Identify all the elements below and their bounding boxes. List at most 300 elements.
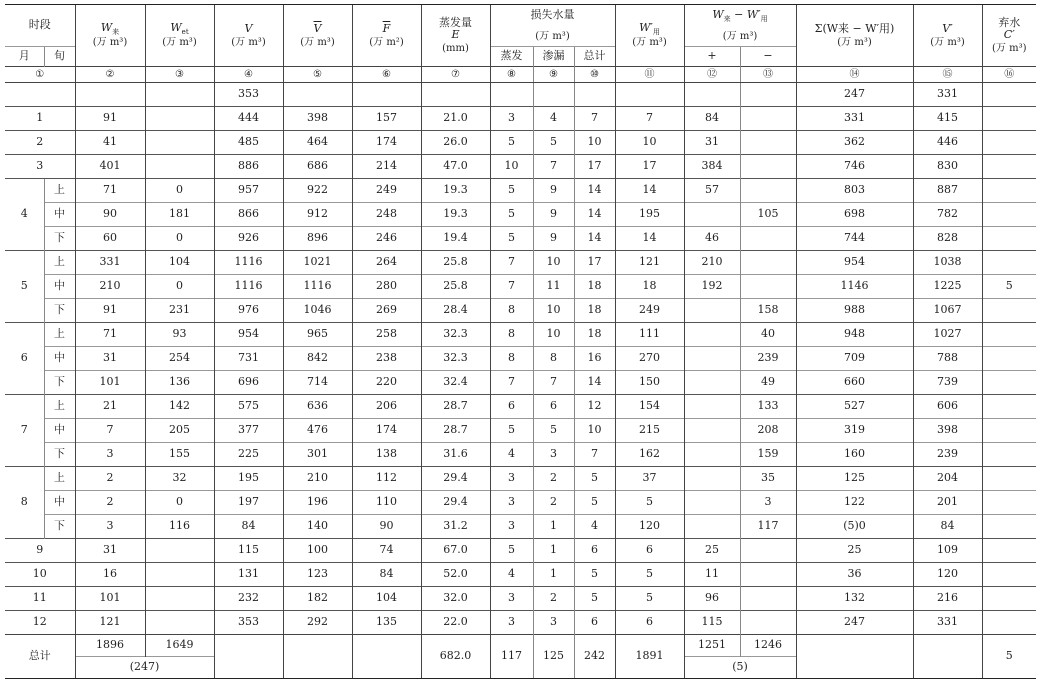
table-cell-col-6: 135 — [352, 611, 421, 635]
table-cell-col-7: 19.3 — [421, 179, 490, 203]
table-cell-col-12 — [684, 83, 740, 107]
table-cell-col-2: 401 — [75, 155, 145, 179]
total-minus: 1246 — [740, 635, 796, 657]
header-diff-unit: (万 m³) — [684, 27, 796, 47]
table-cell-col-10: 14 — [574, 179, 615, 203]
table-row — [5, 131, 1036, 155]
table-cell-col-16 — [982, 371, 1036, 395]
table-cell-col-14: 247 — [796, 83, 913, 107]
table-cell-col-8: 3 — [490, 467, 533, 491]
table-cell-col-12: 210 — [684, 251, 740, 275]
table-cell-col-11: 14 — [615, 227, 684, 251]
table-cell-col-2: 2 — [75, 467, 145, 491]
table-cell-col-16 — [982, 251, 1036, 275]
table-cell-col-3: 142 — [145, 395, 214, 419]
dekad-cell: 下 — [44, 515, 75, 539]
table-row — [5, 155, 1036, 179]
table-cell-col-11: 111 — [615, 323, 684, 347]
table-cell-col-12: 31 — [684, 131, 740, 155]
table-cell-col-12 — [684, 515, 740, 539]
table-cell-col-15: 109 — [913, 539, 982, 563]
table-cell-col-14: 660 — [796, 371, 913, 395]
table-cell-col-8: 3 — [490, 611, 533, 635]
table-cell-col-12 — [684, 419, 740, 443]
table-cell-col-9: 9 — [533, 203, 574, 227]
header-diff-plus: + — [684, 47, 740, 67]
dekad-cell: 下 — [44, 443, 75, 467]
table-cell-col-13 — [740, 227, 796, 251]
table-cell-col-15: 415 — [913, 107, 982, 131]
table-cell-col-15: 204 — [913, 467, 982, 491]
table-row — [5, 251, 1036, 275]
table-cell-col-14: 803 — [796, 179, 913, 203]
header-v: V (万 m³) — [214, 5, 283, 67]
header-v-prime: V′ (万 m³) — [913, 5, 982, 67]
table-cell-col-3: 116 — [145, 515, 214, 539]
table-cell-col-15: 84 — [913, 515, 982, 539]
table-cell-col-10: 18 — [574, 323, 615, 347]
table-cell-col-7: 29.4 — [421, 491, 490, 515]
table-cell-col-2: 7 — [75, 419, 145, 443]
table-cell-col-9: 3 — [533, 443, 574, 467]
reservoir-regulation-table — [5, 4, 1036, 679]
table-cell-col-4: 115 — [214, 539, 283, 563]
table-cell-col-15: 446 — [913, 131, 982, 155]
table-cell-col-15: 830 — [913, 155, 982, 179]
table-cell-col-8: 4 — [490, 443, 533, 467]
dekad-cell: 中 — [44, 203, 75, 227]
table-cell-col-9: 1 — [533, 563, 574, 587]
table-cell-col-11: 5 — [615, 491, 684, 515]
table-cell-col-15: 887 — [913, 179, 982, 203]
table-cell-col-8: 5 — [490, 419, 533, 443]
table-cell-col-4: 444 — [214, 107, 283, 131]
table-cell-col-11: 7 — [615, 107, 684, 131]
table-cell-col-5: 210 — [283, 467, 352, 491]
table-cell-col-9: 1 — [533, 515, 574, 539]
table-cell-col-16 — [982, 467, 1036, 491]
table-cell-col-7: 28.7 — [421, 395, 490, 419]
header-loss-unit: (万 m³) — [490, 27, 615, 47]
header-loss-title: 损失水量 — [490, 5, 615, 27]
table-cell-col-16 — [982, 587, 1036, 611]
table-cell-col-2: 21 — [75, 395, 145, 419]
table-cell-col-8: 4 — [490, 563, 533, 587]
header-cumulative: Σ(W来 − W′用) (万 m³) — [796, 5, 913, 67]
table-cell-col-16 — [982, 491, 1036, 515]
table-cell-col-11: 5 — [615, 587, 684, 611]
column-number-6: ⑥ — [352, 67, 421, 83]
table-cell-col-10: 4 — [574, 515, 615, 539]
table-cell-col-11: 37 — [615, 467, 684, 491]
table-cell-col-14: 362 — [796, 131, 913, 155]
table-cell-col-7: 25.8 — [421, 275, 490, 299]
dekad-cell: 中 — [44, 491, 75, 515]
table-cell-col-16 — [982, 347, 1036, 371]
table-cell-col-13: 159 — [740, 443, 796, 467]
column-number-7: ⑦ — [421, 67, 490, 83]
table-cell-col-9: 7 — [533, 371, 574, 395]
table-cell-col-6: 246 — [352, 227, 421, 251]
header-evaporation: 蒸发量 E (mm) — [421, 5, 490, 67]
table-cell-col-6: 138 — [352, 443, 421, 467]
table-cell-col-9: 5 — [533, 419, 574, 443]
table-cell-col-16 — [982, 203, 1036, 227]
table-cell-col-13 — [740, 107, 796, 131]
table-cell-col-6: 264 — [352, 251, 421, 275]
table-cell-col-5: 398 — [283, 107, 352, 131]
table-cell-col-6: 280 — [352, 275, 421, 299]
table-cell-col-4: 353 — [214, 611, 283, 635]
table-cell-col-3: 155 — [145, 443, 214, 467]
table-cell-col-13 — [740, 563, 796, 587]
header-month: 月 — [5, 47, 44, 67]
table-cell-col-15: 331 — [913, 83, 982, 107]
table-cell-col-3: 0 — [145, 275, 214, 299]
table-cell-col-5: 182 — [283, 587, 352, 611]
table-cell-col-7: 25.8 — [421, 251, 490, 275]
table-cell-col-11: 215 — [615, 419, 684, 443]
table-cell-col-12 — [684, 491, 740, 515]
table-cell-col-5: 842 — [283, 347, 352, 371]
table-cell-col-2: 31 — [75, 347, 145, 371]
total-cumulative — [796, 635, 913, 679]
table-cell-col-5: 140 — [283, 515, 352, 539]
month-cell: 12 — [5, 611, 75, 635]
table-cell-col-9: 2 — [533, 491, 574, 515]
table-cell-col-8 — [490, 83, 533, 107]
table-cell-col-14: 25 — [796, 539, 913, 563]
dekad-cell: 下 — [44, 371, 75, 395]
table-cell-col-3 — [145, 83, 214, 107]
table-cell-col-2: 71 — [75, 179, 145, 203]
table-cell-col-14: 698 — [796, 203, 913, 227]
table-cell-col-13 — [740, 275, 796, 299]
table-row — [5, 515, 1036, 539]
table-row — [5, 563, 1036, 587]
table-cell-col-6: 174 — [352, 419, 421, 443]
table-cell-col-12: 84 — [684, 107, 740, 131]
table-cell-col-16 — [982, 563, 1036, 587]
table-cell-col-8: 8 — [490, 347, 533, 371]
table-cell-col-14: 319 — [796, 419, 913, 443]
total-w-inflow: 1896 — [75, 635, 145, 657]
total-spill: 5 — [982, 635, 1036, 679]
table-cell-col-16 — [982, 611, 1036, 635]
table-cell-col-13 — [740, 611, 796, 635]
table-cell-col-3: 104 — [145, 251, 214, 275]
table-cell-col-6: 220 — [352, 371, 421, 395]
table-cell-col-2 — [75, 83, 145, 107]
table-cell-col-2: 41 — [75, 131, 145, 155]
table-cell-col-7: 32.0 — [421, 587, 490, 611]
table-cell-col-14: 160 — [796, 443, 913, 467]
table-cell-col-13: 208 — [740, 419, 796, 443]
table-row — [5, 419, 1036, 443]
table-cell-col-9: 10 — [533, 251, 574, 275]
table-cell-col-10: 5 — [574, 563, 615, 587]
table-cell-col-11: 270 — [615, 347, 684, 371]
table-cell-col-5: 100 — [283, 539, 352, 563]
table-cell-col-16 — [982, 83, 1036, 107]
total-label: 总计 — [5, 635, 75, 679]
table-cell-col-12: 115 — [684, 611, 740, 635]
table-cell-col-14: 744 — [796, 227, 913, 251]
table-cell-col-2: 91 — [75, 107, 145, 131]
table-cell-col-5: 1116 — [283, 275, 352, 299]
table-cell-col-11: 249 — [615, 299, 684, 323]
table-cell-col-3: 205 — [145, 419, 214, 443]
table-cell-col-8: 5 — [490, 227, 533, 251]
month-cell: 9 — [5, 539, 75, 563]
table-cell-col-11: 14 — [615, 179, 684, 203]
table-cell-col-10: 18 — [574, 275, 615, 299]
dekad-cell: 中 — [44, 419, 75, 443]
table-cell-col-11 — [615, 83, 684, 107]
total-f-mean — [352, 635, 421, 679]
table-cell-col-6: 249 — [352, 179, 421, 203]
table-row — [5, 299, 1036, 323]
table-cell-col-12: 96 — [684, 587, 740, 611]
month-cell: 1 — [5, 107, 75, 131]
header-period: 时段 — [5, 5, 75, 47]
table-cell-col-4: 575 — [214, 395, 283, 419]
column-number-15: ⑮ — [913, 67, 982, 83]
table-cell-col-12 — [684, 323, 740, 347]
table-cell-col-4: 957 — [214, 179, 283, 203]
table-cell-col-6: 238 — [352, 347, 421, 371]
total-w-sub: (247) — [75, 657, 214, 679]
table-cell-col-15: 1038 — [913, 251, 982, 275]
table-cell-col-2: 31 — [75, 539, 145, 563]
table-cell-col-11: 17 — [615, 155, 684, 179]
table-cell-col-15: 1067 — [913, 299, 982, 323]
table-cell-col-7: 52.0 — [421, 563, 490, 587]
table-cell-col-6: 258 — [352, 323, 421, 347]
table-cell-col-9: 5 — [533, 131, 574, 155]
table-cell-col-9: 4 — [533, 107, 574, 131]
table-cell-col-5: 464 — [283, 131, 352, 155]
table-cell-col-10 — [574, 83, 615, 107]
table-cell-col-11: 195 — [615, 203, 684, 227]
column-number-16: ⑯ — [982, 67, 1036, 83]
table-cell-col-8: 3 — [490, 107, 533, 131]
table-cell-col-13: 40 — [740, 323, 796, 347]
table-cell-col-8: 5 — [490, 203, 533, 227]
table-cell-col-14: 709 — [796, 347, 913, 371]
table-row — [5, 467, 1036, 491]
total-v-prime — [913, 635, 982, 679]
table-cell-col-14: 746 — [796, 155, 913, 179]
table-cell-col-11: 162 — [615, 443, 684, 467]
table-row — [5, 107, 1036, 131]
column-number-12: ⑫ — [684, 67, 740, 83]
table-cell-col-11: 10 — [615, 131, 684, 155]
month-cell: 5 — [5, 251, 44, 323]
table-cell-col-14: 527 — [796, 395, 913, 419]
table-cell-col-10: 5 — [574, 491, 615, 515]
table-cell-col-15: 782 — [913, 203, 982, 227]
dekad-cell: 上 — [44, 251, 75, 275]
table-cell-col-13: 239 — [740, 347, 796, 371]
table-cell-col-9: 6 — [533, 395, 574, 419]
table-cell-col-10: 6 — [574, 539, 615, 563]
table-cell-col-8: 3 — [490, 491, 533, 515]
column-number-14: ⑭ — [796, 67, 913, 83]
table-cell-col-14: 132 — [796, 587, 913, 611]
table-cell-col-14: (5)0 — [796, 515, 913, 539]
table-cell-col-14: 988 — [796, 299, 913, 323]
table-cell-col-4: 866 — [214, 203, 283, 227]
table-cell-col-2: 91 — [75, 299, 145, 323]
table-cell-col-8: 5 — [490, 131, 533, 155]
dekad-cell: 上 — [44, 179, 75, 203]
table-cell-col-14: 247 — [796, 611, 913, 635]
table-cell-col-3: 32 — [145, 467, 214, 491]
table-cell-col-16 — [982, 515, 1036, 539]
table-cell-col-7: 32.3 — [421, 323, 490, 347]
table-cell-col-9: 9 — [533, 227, 574, 251]
table-cell-col-2: 121 — [75, 611, 145, 635]
table-row — [5, 179, 1036, 203]
table-cell-col-2: 90 — [75, 203, 145, 227]
header-loss-total: 总计 — [574, 47, 615, 67]
table-cell-col-12: 11 — [684, 563, 740, 587]
table-cell-col-2: 101 — [75, 371, 145, 395]
table-cell-col-10: 16 — [574, 347, 615, 371]
table-cell-col-8: 8 — [490, 299, 533, 323]
table-cell-col-11: 6 — [615, 539, 684, 563]
table-cell-col-15: 331 — [913, 611, 982, 635]
table-cell-col-13: 3 — [740, 491, 796, 515]
column-number-1: ① — [5, 67, 75, 83]
table-cell-col-3 — [145, 539, 214, 563]
table-cell-col-11: 120 — [615, 515, 684, 539]
column-number-11: ⑪ — [615, 67, 684, 83]
table-row — [5, 371, 1036, 395]
table-cell-col-7: 26.0 — [421, 131, 490, 155]
table-cell-col-3 — [145, 155, 214, 179]
dekad-cell: 中 — [44, 347, 75, 371]
table-cell-col-13: 117 — [740, 515, 796, 539]
table-cell-col-8: 7 — [490, 275, 533, 299]
table-cell-col-16 — [982, 299, 1036, 323]
header-loss-evap: 蒸发 — [490, 47, 533, 67]
table-row — [5, 203, 1036, 227]
column-number-2: ② — [75, 67, 145, 83]
month-cell: 7 — [5, 395, 44, 467]
column-number-row — [5, 67, 1036, 83]
table-cell-col-4: 225 — [214, 443, 283, 467]
table-cell-col-10: 6 — [574, 611, 615, 635]
month-cell: 8 — [5, 467, 44, 539]
table-cell-col-3 — [145, 587, 214, 611]
table-cell-col-10: 7 — [574, 107, 615, 131]
table-cell-col-14: 122 — [796, 491, 913, 515]
table-cell-col-8: 8 — [490, 323, 533, 347]
table-cell-col-5: 896 — [283, 227, 352, 251]
table-cell-col-9: 11 — [533, 275, 574, 299]
total-evap-mm: 682.0 — [421, 635, 490, 679]
table-cell-col-11: 154 — [615, 395, 684, 419]
table-cell-col-10: 10 — [574, 131, 615, 155]
table-cell-col-3 — [145, 611, 214, 635]
total-diff-sub: (5) — [684, 657, 796, 679]
table-cell-col-6: 84 — [352, 563, 421, 587]
table-cell-col-15: 239 — [913, 443, 982, 467]
month-cell: 10 — [5, 563, 75, 587]
table-cell-col-9: 8 — [533, 347, 574, 371]
table-row — [5, 83, 1036, 107]
table-cell-col-3: 0 — [145, 179, 214, 203]
table-cell-col-13: 49 — [740, 371, 796, 395]
table-cell-col-7: 28.4 — [421, 299, 490, 323]
table-cell-col-6: 214 — [352, 155, 421, 179]
table-cell-col-4: 954 — [214, 323, 283, 347]
table-cell-col-11: 121 — [615, 251, 684, 275]
table-cell-col-7: 21.0 — [421, 107, 490, 131]
total-w-use: 1891 — [615, 635, 684, 679]
table-cell-col-8: 5 — [490, 179, 533, 203]
table-cell-col-13: 35 — [740, 467, 796, 491]
table-row — [5, 227, 1036, 251]
header-diff-minus: − — [740, 47, 796, 67]
table-cell-col-6: 112 — [352, 467, 421, 491]
table-cell-col-12: 46 — [684, 227, 740, 251]
table-body — [5, 83, 1036, 635]
total-seep: 125 — [533, 635, 574, 679]
table-cell-col-5: 1046 — [283, 299, 352, 323]
table-cell-col-5: 965 — [283, 323, 352, 347]
total-v-mean — [283, 635, 352, 679]
table-cell-col-3: 0 — [145, 227, 214, 251]
month-cell: 2 — [5, 131, 75, 155]
table-cell-col-7: 31.2 — [421, 515, 490, 539]
table-cell-col-15: 828 — [913, 227, 982, 251]
column-number-5: ⑤ — [283, 67, 352, 83]
dekad-cell: 中 — [44, 275, 75, 299]
table-cell-col-6: 90 — [352, 515, 421, 539]
month-cell — [5, 83, 75, 107]
table-cell-col-7: 32.3 — [421, 347, 490, 371]
table-cell-col-4: 976 — [214, 299, 283, 323]
header-diff-title: $W_来 - W'_用$ — [684, 5, 796, 27]
table-cell-col-3 — [145, 563, 214, 587]
table-cell-col-11: 150 — [615, 371, 684, 395]
table-cell-col-10: 14 — [574, 227, 615, 251]
month-cell: 6 — [5, 323, 44, 395]
table-cell-col-4: 1116 — [214, 275, 283, 299]
table-cell-col-12: 192 — [684, 275, 740, 299]
table-cell-col-14: 125 — [796, 467, 913, 491]
table-cell-col-2: 101 — [75, 587, 145, 611]
table-cell-col-8: 6 — [490, 395, 533, 419]
table-cell-col-13 — [740, 155, 796, 179]
table-cell-col-10: 10 — [574, 419, 615, 443]
month-cell: 11 — [5, 587, 75, 611]
month-cell: 3 — [5, 155, 75, 179]
column-number-13: ⑬ — [740, 67, 796, 83]
table-cell-col-2: 210 — [75, 275, 145, 299]
table-cell-col-3 — [145, 131, 214, 155]
table-cell-col-3: 93 — [145, 323, 214, 347]
table-cell-col-12 — [684, 347, 740, 371]
table-row — [5, 587, 1036, 611]
table-cell-col-12: 57 — [684, 179, 740, 203]
table-cell-col-4: 696 — [214, 371, 283, 395]
column-number-10: ⑩ — [574, 67, 615, 83]
table-cell-col-7: 31.6 — [421, 443, 490, 467]
